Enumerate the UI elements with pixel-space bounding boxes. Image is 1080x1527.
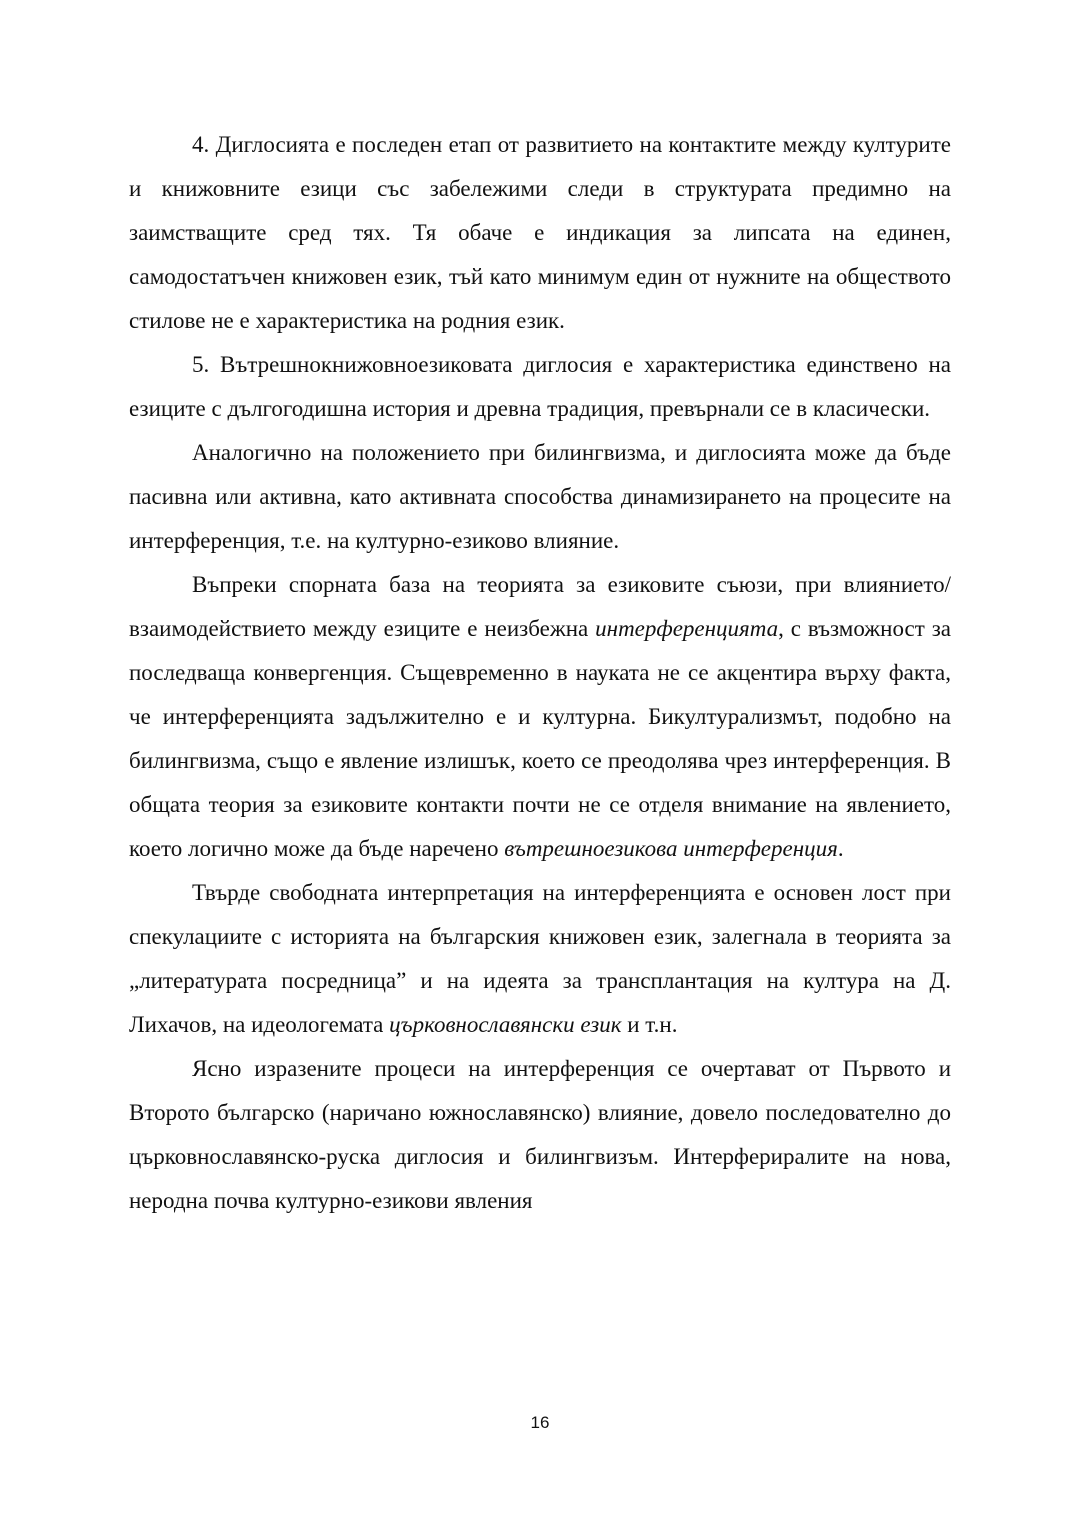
paragraph-text: Твърде свободната интерпретация на интерференцията е основен лост при спекулациите с историята на българския книжовен език, залегнала в теорията за „литературата посредница” и на идеята за трансплантация на култура на Д. Лихачов, на идеологемата — [129, 880, 951, 1037]
paragraph-point-5 — [129, 343, 951, 431]
paragraph-text: , с възможност за последваща конвергенция. Същевременно в науката не се акцентира върху факта, че интерференцията задължително е и културна. Бикултурализмът, подобно на билингвизма, също е явление излишък, което се преодолява чрез интерференция. В общата теория за езиковите контакти почти не се отделя внимание на явлението, което логично може да бъде наречено — [129, 616, 951, 861]
page-number: 16 — [530, 1413, 550, 1432]
paragraph-point-4 — [129, 123, 951, 343]
paragraph-text: 4. Диглосията е последен етап от развитието на контактите между културите и книжовните езици със забележими следи в структурата предимно на заимстващите сред тях. Тя обаче е индикация за липсата на единен, самодостатъчен книжовен език, тъй като минимум един от нужните на обществото стилове не е характеристика на родния език. — [129, 132, 951, 333]
paragraph-text: 5. Вътрешнокнижовноезиковата диглосия е характеристика единствено на езиците с дългогодишна история и древна традиция, превърнали се в класически. — [129, 352, 951, 421]
paragraph-diglossia-analogy — [129, 431, 951, 563]
paragraph-free-interpretation — [129, 871, 951, 1047]
italic-term-interference: интерференцията — [595, 616, 779, 641]
body-text — [129, 123, 951, 1223]
italic-term-church-slavonic: църковнославянски език — [389, 1012, 622, 1037]
italic-term-intralingual-interference: вътрешноезикова интерференция — [504, 836, 838, 861]
paragraph-text: и т.н. — [621, 1012, 678, 1037]
paragraph-language-unions — [129, 563, 951, 871]
paragraph-text: . — [837, 836, 844, 861]
paragraph-interference-processes — [129, 1047, 951, 1223]
paragraph-text: Въпреки спорната база на теорията за езиковите съюзи, при влиянието/взаимодействието между езиците е неизбежна — [129, 572, 951, 641]
paragraph-text: Аналогично на положението при билингвизма, и диглосията може да бъде пасивна или активна, като активната способства динамизирането на процесите на интерференция, т.е. на културно-езиково влияние. — [129, 440, 951, 553]
paragraph-text: Ясно изразените процеси на интерференция се очертават от Първото и Второто българско (наричано южнославянско) влияние, довело последователно до църковнославянско-руска диглосия и билингвизъм. Интерфериралите на нова, неродна почва културно-езикови явления — [129, 1056, 951, 1213]
